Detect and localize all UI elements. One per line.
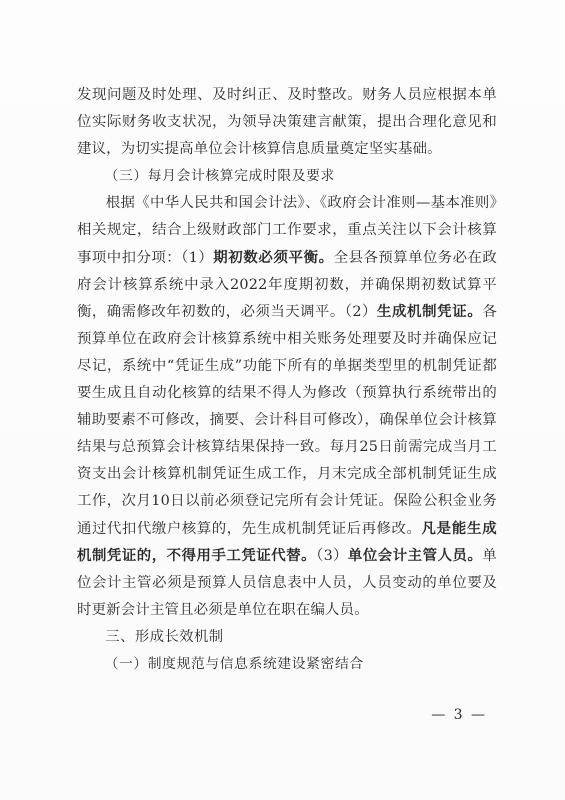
point-1-title: 期初数必须平衡。: [213, 249, 334, 266]
main-text-3: 各预算单位在政府会计核算系统中相关账务处理要及时并确保应记尽记，系统中“凭证生成”功能下所有的单据类型里的机制凭证都要生成且自动化核算的结果不得人为修改（预算执行系统带出的辅助要素不可修改，摘要、会计科目可修改），确保单位会计核算结果与总预算会计核算结果保持一致。每月25日前需完成当月工资支出会计核算机制凭证生成工作，月末完成全部机制凭证生成工作，次月10日以前必须登记完所有会计凭证。保险公积金业务通过代扣代缴户核算的，先生成机制凭证后再修改。: [77, 303, 497, 537]
main-text-5: 单位会计主管必须是预算人员信息表中人员，人员变动的单位要及时更新会计主管且必须是单位在职在编人员。: [77, 547, 497, 618]
page-number: — 3 —: [431, 707, 487, 723]
sub-heading-3: （三）每月会计核算完成时限及要求: [104, 168, 335, 185]
intro-paragraph: 发现问题及时处理、及时纠正、及时整改。财务人员应根据本单位实际财务收支状况，为领导决策建言献策，提出合理化意见和建议，为切实提高单位会计核算信息质量奠定坚实基础。: [77, 87, 497, 158]
main-paragraph: [77, 190, 497, 624]
manual-voucher-rule: 凡是能生成机制凭证的，不得用手工凭证代替。: [77, 520, 497, 564]
main-text-2: 全县各预算单位务必在政府会计核算系统中录入2022年度期初数，并确保期初数试算平衡，确需修改年初数的，必须当天调平。（2）: [77, 249, 497, 320]
main-text-1: 根据《中华人民共和国会计法》、《政府会计准则—基本准则》相关规定，结合上级财政部门工作要求，重点关注以下会计核算事项中扣分项：（1）: [77, 195, 497, 266]
main-text-4: （3）: [316, 547, 348, 564]
point-3-title: 单位会计主管人员。: [347, 547, 483, 564]
document-body: [77, 82, 497, 678]
sub-heading-1: （一）制度规范与信息系统建设紧密结合: [104, 655, 364, 672]
point-2-title: 生成机制凭证。: [376, 303, 483, 320]
section-heading: 三、形成长效机制: [105, 628, 224, 645]
